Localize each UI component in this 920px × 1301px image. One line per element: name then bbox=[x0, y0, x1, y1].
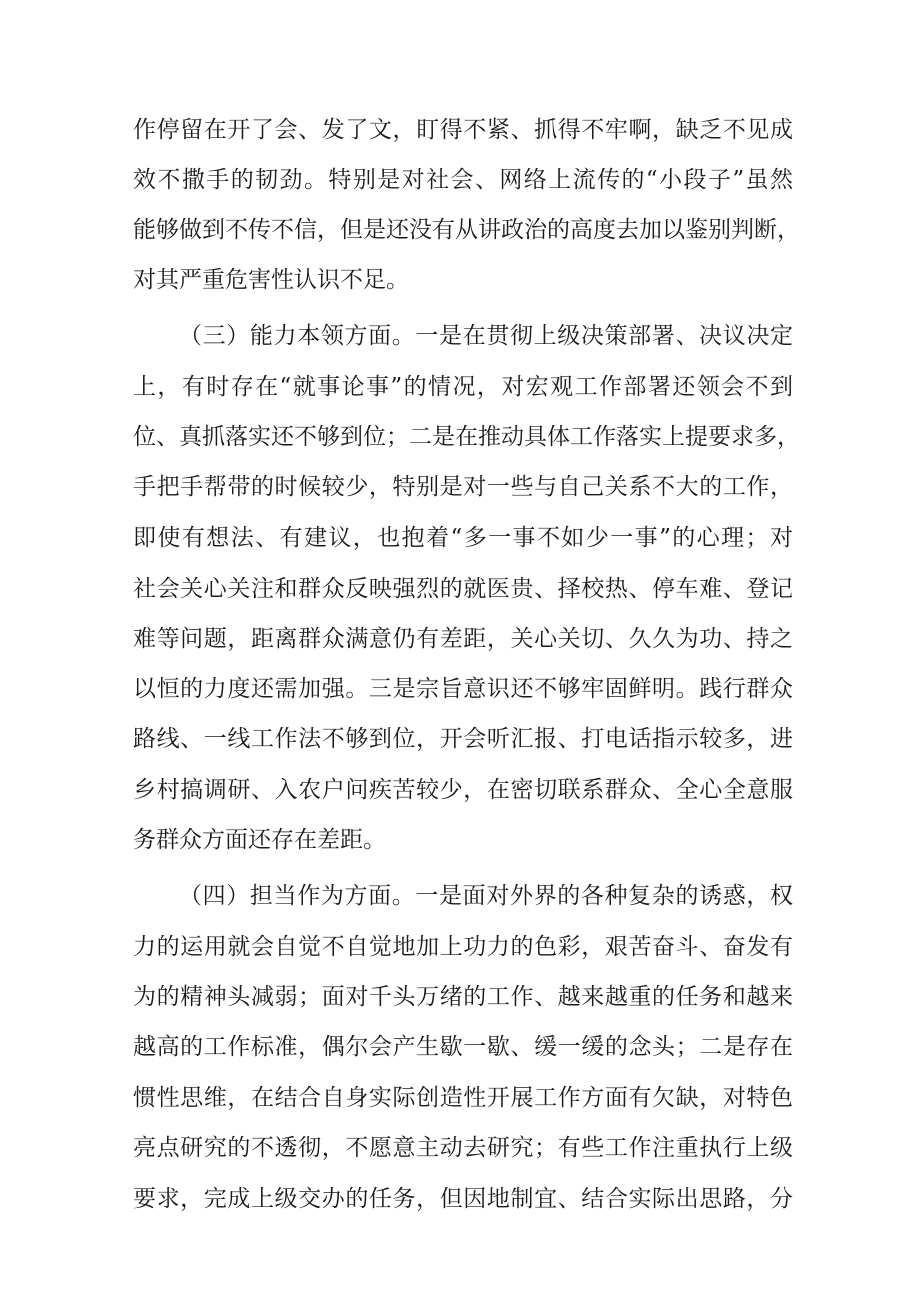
text-line: 对其严重危害性认识不足。 bbox=[133, 267, 409, 293]
paragraph-heading-line: （四）担当作为方面。一是面对外界的各种复杂的诱惑，权 bbox=[179, 883, 793, 909]
text-line: 务群众方面还存在差距。 bbox=[133, 827, 386, 853]
text-line: 社会关心关注和群众反映强烈的就医贵、择校热、停车难、登记 bbox=[133, 576, 793, 602]
text-line: 惯性思维，在结合自身实际创造性开展工作方面有欠缺，对特色 bbox=[133, 1085, 793, 1111]
text-line: 即使有想法、有建议，也抱着“多一事不如少一事”的心理；对 bbox=[133, 525, 793, 551]
text-line: 作停留在开了会、发了文，盯得不紧、抓得不牢啊，缺乏不见成 bbox=[133, 117, 793, 143]
text-line: 以恒的力度还需加强。三是宗旨意识还不够牢固鲜明。践行群众 bbox=[133, 676, 793, 702]
text-line: 效不撒手的韧劲。特别是对社会、网络上流传的“小段子”虽然 bbox=[133, 167, 793, 193]
text-line: 亮点研究的不透彻，不愿意主动去研究；有些工作注重执行上级 bbox=[133, 1135, 793, 1161]
text-line: 能够做到不传不信，但是还没有从讲政治的高度去加以鉴别判断， bbox=[133, 217, 800, 243]
text-line: 越高的工作标准，偶尔会产生歇一歇、缓一缓的念头；二是存在 bbox=[133, 1034, 793, 1060]
text-line: 位、真抓落实还不够到位；二是在推动具体工作落实上提要求多， bbox=[133, 424, 800, 450]
text-line: 力的运用就会自觉不自觉地加上功力的色彩，艰苦奋斗、奋发有 bbox=[133, 934, 793, 960]
text-line: 手把手帮带的时候较少，特别是对一些与自己关系不大的工作， bbox=[133, 474, 793, 500]
text-line: 难等问题，距离群众满意仍有差距，关心关切、久久为功、持之 bbox=[133, 626, 793, 652]
paragraph-heading-line: （三）能力本领方面。一是在贯彻上级决策部署、决议决定 bbox=[179, 323, 793, 349]
text-line: 为的精神头减弱；面对千头万绪的工作、越来越重的任务和越来 bbox=[133, 984, 793, 1010]
text-line: 上，有时存在“就事论事”的情况，对宏观工作部署还领会不到 bbox=[133, 374, 793, 400]
text-line: 路线、一线工作法不够到位，开会听汇报、打电话指示较多，进 bbox=[133, 726, 793, 752]
text-line: 乡村搞调研、入农户问疾苦较少，在密切联系群众、全心全意服 bbox=[133, 777, 793, 803]
text-line: 要求，完成上级交办的任务，但因地制宜、结合实际出思路，分 bbox=[133, 1186, 793, 1212]
